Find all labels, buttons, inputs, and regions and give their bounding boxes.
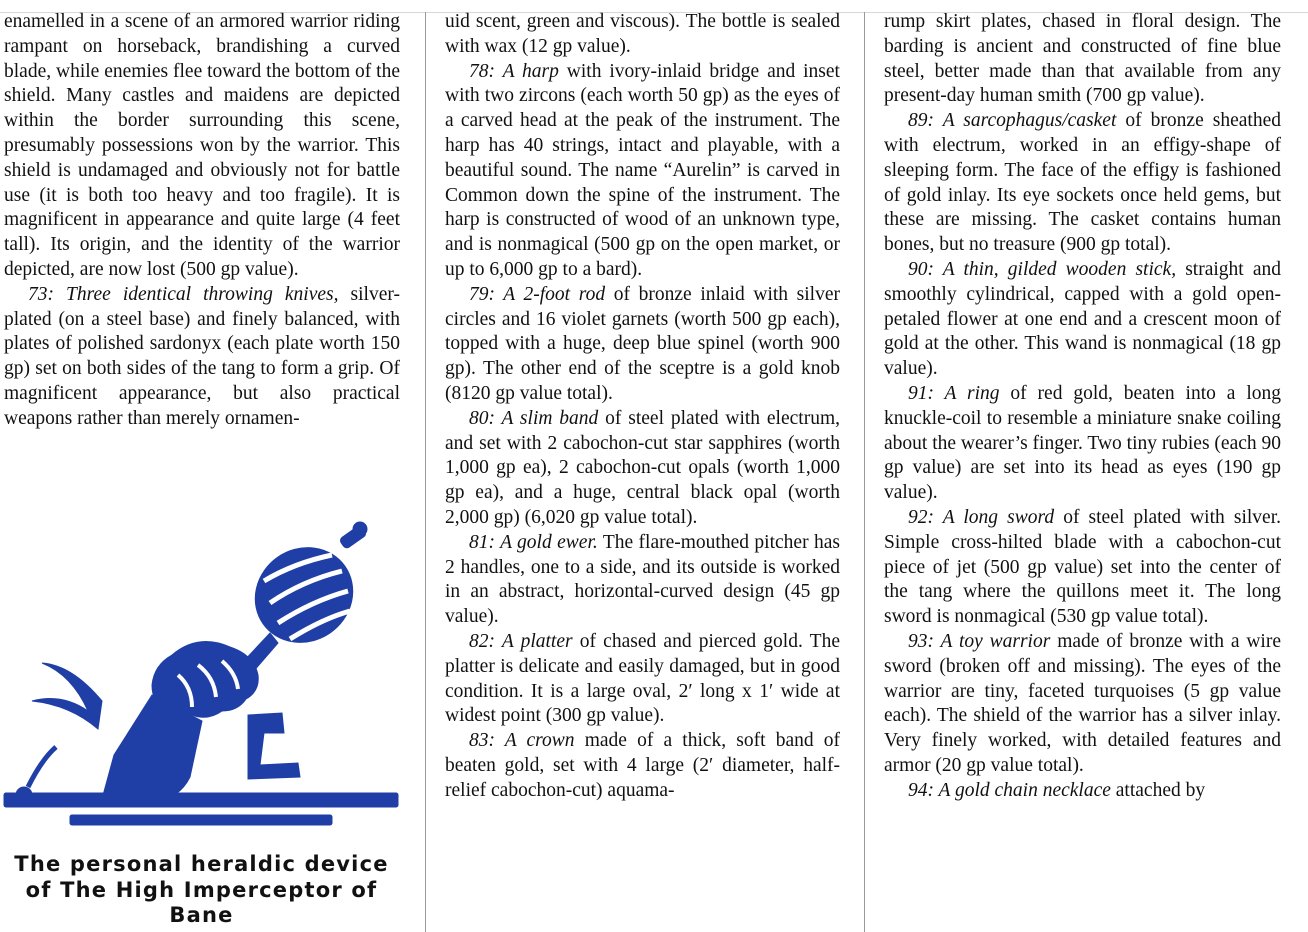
entry-body: made of bronze with a wire sword (broken off and missing). The eyes of the warrior are tiny, faceted turquoises (5 gp value each). The shield of the warrior has a silver inlay. Very finely worked, with detailed features and armor (20 gp value total). bbox=[884, 630, 1282, 776]
entry-92 bbox=[884, 506, 1281, 630]
entry-83 bbox=[445, 729, 840, 803]
middle-column bbox=[445, 10, 840, 804]
entry-item: A crown bbox=[504, 730, 575, 752]
entry-number: 80: bbox=[469, 407, 502, 429]
caption-line: of The High Imperceptor of bbox=[25, 877, 378, 902]
entry-body: of bronze inlaid with silver circles and 16 violet garnets (worth 500 gp each), topped with a huge, deep blue spinel (worth 900 gp). The other end of the sceptre is a gold knob (8120 gp value total). bbox=[445, 283, 840, 404]
column-divider bbox=[425, 12, 426, 932]
entry-number: 79: bbox=[469, 283, 504, 305]
entry-body: of steel plated with silver. Simple cross-hilted blade with a cabochon-cut piece of jet (500 gp value) set into the center of the tang where the quillons meet it. The long sword is nonmagical (530 gp value total). bbox=[884, 506, 1281, 628]
entry-79 bbox=[445, 283, 840, 407]
entry-body: with ivory-inlaid bridge and inset with two zircons (each worth 50 gp) as the eyes of a carved head at the peak of the instrument. The harp has 40 strings, intact and playable, with a beautiful sound. The name “Aurelin” is carved in Common down the spine of the instrument. The harp is constructed of wood of an unknown type, and is nonmagical (500 gp on the open market, or up to 6,000 gp to a bard). bbox=[445, 60, 840, 280]
heraldic-device-illustration bbox=[2, 515, 400, 835]
entry-number: 83: bbox=[469, 730, 505, 752]
entry-lead: 73: Three identical throwing knives, bbox=[28, 283, 339, 305]
entry-body: straight and smoothly cylindrical, capped with a gold open-petaled flower at one end and a crescent moon of gold at the other. This wand is nonmagical (18 gp value). bbox=[884, 258, 1281, 380]
entry-item: A harp bbox=[502, 60, 559, 82]
left-column bbox=[4, 10, 400, 432]
entry-body: of chased and pierced gold. The platter is delicate and easily damaged, but in good condition. It is a large oval, 2′ long x 1′ wide at widest point (300 gp value). bbox=[445, 630, 840, 727]
entry-body: of steel plated with electrum, and set with 2 cabochon-cut star sapphires (worth 1,000 gp ea), 2 cabochon-cut opals (worth 1,000 gp ea), and a huge, central black opal (worth 2,000 gp) (6,020 gp value total). bbox=[445, 407, 840, 528]
entry-82 bbox=[445, 630, 840, 729]
entry-item: A gold ewer. bbox=[500, 531, 598, 553]
continued-paragraph: enamelled in a scene of an armored warrior riding rampant on horseback, brandishing a curved blade, while enemies flee toward the bottom of the shield. Many castles and maidens are depicted within the border surrounding this scene, presumably possessions won by the warrior. This shield is undamaged and obviously not for battle use (it is both too heavy and too fragile). It is magnificent in appearance and quite large (4 feet tall). Its origin, and the identity of the warrior depicted, are now lost (500 gp value). bbox=[4, 11, 400, 280]
entry-body: of red gold, beaten into a long knuckle-coil to resemble a miniature snake coiling about the wearer’s finger. Two tiny rubies (each 90 gp value) are set into its head as eyes (190 gp value). bbox=[884, 382, 1281, 504]
entry-81 bbox=[445, 531, 840, 630]
figure-caption bbox=[0, 852, 403, 929]
entry-body: silver-plated (on a steel base) and finely balanced, with plates of polished sardonyx (each plate worth 150 gp) set on both sides of the tang to form a grip. Of magnificent appearance, but also practical weapons rather than merely ornamen- bbox=[4, 283, 400, 429]
entry-number: 90: bbox=[908, 258, 943, 280]
entry-item: A platter bbox=[501, 630, 573, 652]
entry-73 bbox=[4, 283, 400, 432]
entry-94 bbox=[884, 779, 1281, 804]
entry-number: 93: bbox=[908, 630, 941, 652]
entry-item: A sarcophagus/casket bbox=[942, 110, 1117, 132]
entry-number: 81: bbox=[469, 531, 501, 553]
caption-line: The personal heraldic device bbox=[14, 852, 389, 876]
entry-number: 89: bbox=[908, 110, 943, 132]
entry-item: A 2-foot rod bbox=[503, 283, 606, 305]
right-column bbox=[884, 10, 1281, 804]
entry-91 bbox=[884, 382, 1281, 506]
entry-body: of bronze sheathed with electrum, worked in an effigy-shape of sleeping form. The face of the effigy is fashioned of gold inlay. Its eye sockets once held gems, but these are missing. The casket contains human bones, but no treasure (900 gp total). bbox=[884, 110, 1281, 256]
entry-number: 92: bbox=[908, 506, 943, 528]
entry-number: 78: bbox=[469, 60, 503, 82]
entry-item: A ring bbox=[944, 382, 1000, 404]
entry-item: A long sword bbox=[942, 506, 1055, 528]
entry-90 bbox=[884, 258, 1281, 382]
raised-fist-mace-emblem bbox=[2, 515, 400, 835]
continued-paragraph: rump skirt plates, chased in floral design. The barding is ancient and constructed of fine blue steel, better made than that available from any present-day human smith (700 gp value). bbox=[884, 11, 1281, 107]
entry-number: 91: bbox=[908, 382, 945, 404]
entry-body: The flare-mouthed pitcher has 2 handles, one to a side, and its outside is worked in an abstract, horizontal-curved design (45 gp value). bbox=[445, 531, 840, 628]
entry-93 bbox=[884, 630, 1281, 779]
entry-item: A slim band bbox=[501, 407, 599, 429]
column-divider bbox=[864, 12, 865, 932]
entry-number: 82: bbox=[469, 630, 502, 652]
entry-item: A toy warrior bbox=[940, 630, 1051, 652]
entry-item: A gold chain necklace bbox=[938, 779, 1111, 801]
entry-number: 94: bbox=[908, 779, 939, 801]
entry-item: A thin, gilded wooden stick, bbox=[942, 258, 1177, 280]
entry-body: attached by bbox=[1110, 779, 1206, 801]
entry-body: made of a thick, soft band of beaten gold, set with 4 large (2′ diameter, half-relief cabochon-cut) aquama- bbox=[445, 730, 840, 801]
entry-89 bbox=[884, 109, 1281, 258]
entry-78 bbox=[445, 60, 840, 283]
mace-head-shape bbox=[237, 529, 372, 662]
caption-line: Bane bbox=[169, 903, 234, 927]
entry-80 bbox=[445, 407, 840, 531]
continued-paragraph: uid scent, green and viscous). The bottle is sealed with wax (12 gp value). bbox=[445, 11, 840, 57]
